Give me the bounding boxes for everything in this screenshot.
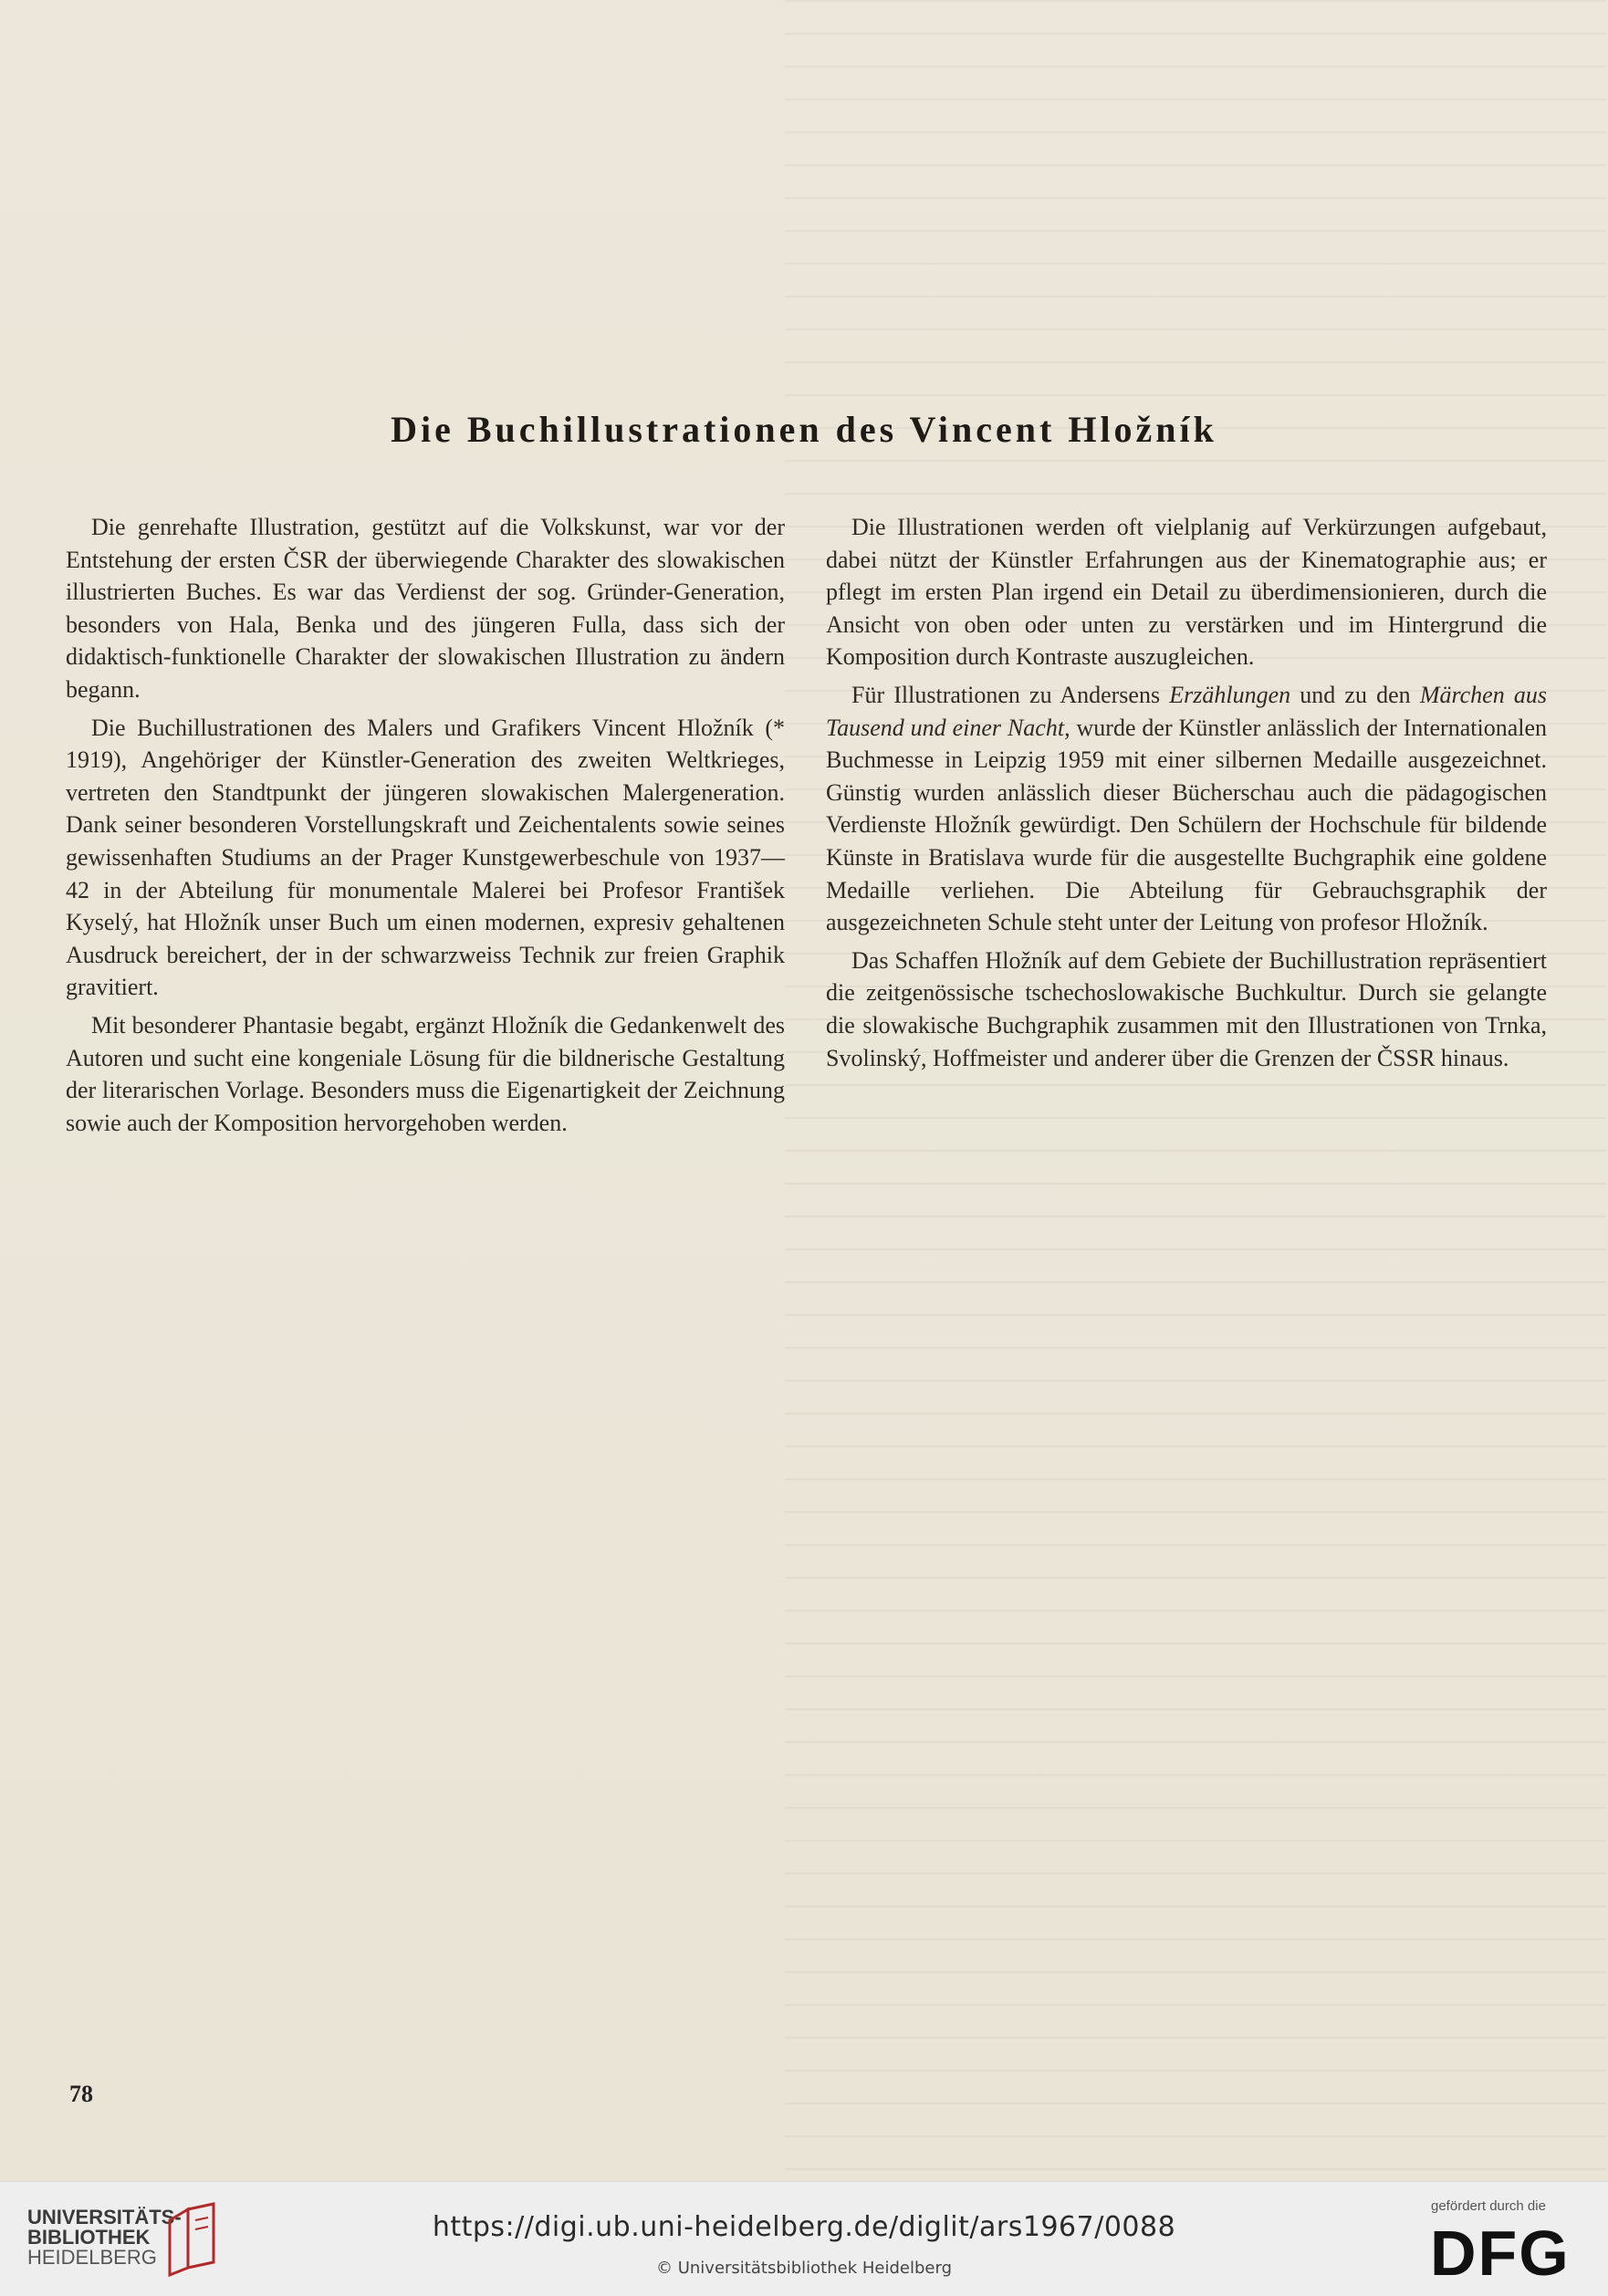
book-title-italic: Märchen aus Tausend und einer Nacht, [826, 681, 1547, 741]
library-name-line: BIBLIOTHEK [27, 2226, 151, 2249]
left-text-column [66, 511, 785, 1139]
library-name-line: HEIDELBERG [27, 2246, 157, 2269]
right-text-column [826, 511, 1547, 1074]
permalink-url[interactable]: https://digi.ub.uni-heidelberg.de/diglit/ars1967/0088 [432, 2211, 1176, 2243]
funding-caption: gefördert durch die [1431, 2198, 1546, 2214]
paragraph: Die Buchillustrationen des Malers und Grafikers Vincent Hložník (* 1919), Angehöriger der Künstler-Generation des zweiten Weltkrieges, vertreten den Standtpunkt der jüngeren slowakischen Malergeneration. Dank seiner besonderen Vorstellungskraft und Zeichentalents sowie seines gewissenhaften Studiums an der Prager Kunstgewerbeschule von 1937—42 in der Abteilung für monumentale Malerei bei Profesor František Kyselý, hat Hložník unser Buch um einen modernen, expresiv gehaltenen Ausdruck bereichert, der in der schwarzweiss Technik zur freien Graphik gravitiert. [66, 714, 785, 1001]
article-title: Die Buchillustrationen des Vincent Hložník [391, 408, 1217, 450]
text-run: wurde der Künstler anlässlich der Internationalen Buchmesse in Leipzig 1959 mit einer silbernen Medaille ausgezeichnet. Günstig wurden anlässlich dieser Bücherschau auch die pädagogischen Verdienste Hložník gewürdigt. Den Schülern der Hochschule für bildende Künste in Bratislava wurde für die ausgestellte Buchgraphik eine goldene Medaille verliehen. Die Abteilung für Gebrauchsgraphik der ausgezeichneten Schule steht unter der Leitung von profesor Hložník. [826, 714, 1548, 936]
paragraph: Die Illustrationen werden oft vielplanig auf Verkürzungen aufgebaut, dabei nützt der Künstler Erfahrungen aus der Kinematographie aus; er pflegt im ersten Plan irgend ein Detail zu überdimensionieren, durch die Ansicht von oben oder unten zu verstärken und im Hintergrund die Komposition durch Kontraste auszugleichen. [826, 514, 1547, 671]
dfg-logo[interactable] [1428, 2218, 1583, 2282]
paragraph: Die genrehafte Illustration, gestützt auf die Volkskunst, war vor der Entstehung der ersten ČSR der überwiegende Charakter des slowakischen illustrierten Buches. Es war das Verdienst der sog. Gründer-Generation, besonders von Hala, Benka und des jüngeren Fulla, dass sich der didaktisch-funktionelle Charakter der slowakischen Illustration zu ändern begann. [66, 514, 785, 703]
library-name-line: UNIVERSITÄTS- [27, 2206, 182, 2228]
viewer-footer [0, 2181, 1608, 2296]
page-number: 78 [69, 2081, 93, 2107]
text-run: und zu den [1290, 681, 1420, 708]
paragraph: Das Schaffen Hložník auf dem Gebiete der Buchillustration repräsentiert die zeitgenössische tschechoslowakische Buchkultur. Durch sie gelangte die slowakische Buchgraphik zusammen mit den Illustrationen von Trnka, Svolinský, Hoffmeister und anderer über die Grenzen der ČSSR hinaus. [826, 946, 1547, 1071]
book-title-italic: Erzählungen [1169, 681, 1291, 708]
show-through-texture [785, 0, 1606, 2181]
paragraph [826, 679, 1547, 939]
paragraph: Mit besonderer Phantasie begabt, ergänzt Hložník die Gedankenwelt des Autoren und sucht eine kongeniale Lösung für die bildnerische Gestaltung der literarischen Vorlage. Besonders muss die Eigenartigkeit der Zeichnung sowie auch der Komposition hervorgehoben werden. [66, 1011, 785, 1136]
text-run: Für Illustrationen zu Andersens [851, 681, 1170, 708]
dfg-logo-text: DFG [1430, 2218, 1571, 2282]
copyright-notice: © Universitätsbibliothek Heidelberg [655, 2259, 952, 2278]
